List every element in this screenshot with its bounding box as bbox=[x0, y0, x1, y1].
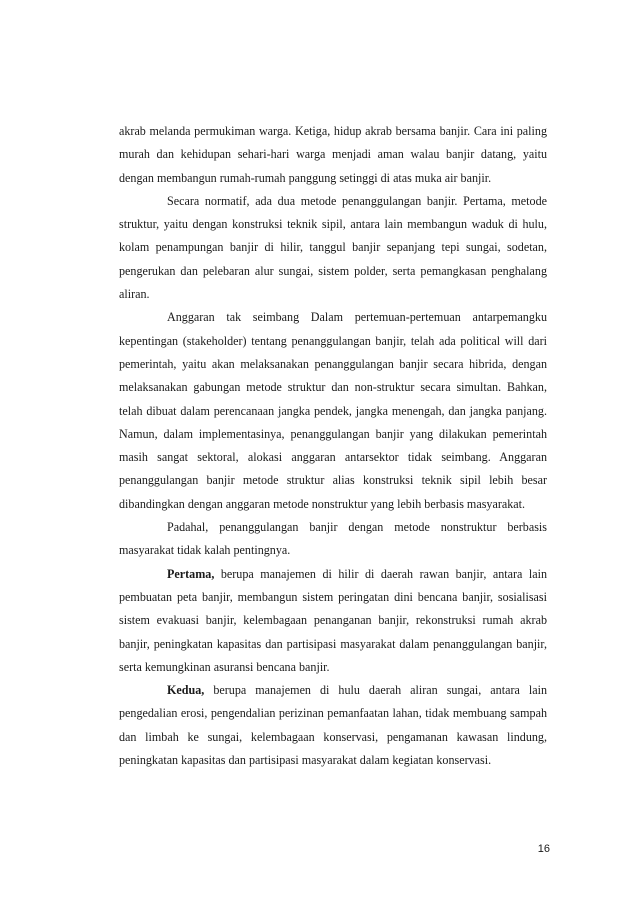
paragraph-padahal: Padahal, penanggulangan banjir dengan metode nonstruktur berbasis masyarakat tidak kalah pentingnya. bbox=[119, 520, 547, 558]
paragraph-pertama-text: berupa manajemen di hilir di daerah rawan banjir, antara lain pembuatan peta banjir, membangun sistem peringatan dini bencana banjir, sosialisasi sistem evakuasi banjir, kelembagaan penanganan banjir, rekonstruksi rumah akrab banjir, peningkatan kapasitas dan partisipasi masyarakat dalam penanggulangan banjir, serta kemungkinan asuransi bencana banjir. bbox=[119, 566, 547, 674]
page-number: 16 bbox=[537, 843, 550, 855]
paragraph-pertama bbox=[119, 563, 547, 679]
paragraph-anggaran: Anggaran tak seimbang Dalam pertemuan-pertemuan antarpemangku kepentingan (stakeholder) tentang penanggulangan banjir, telah ada political will dari pemerintah, yaitu akan melaksanakan penanggulangan banjir secara hibrida, dengan melaksanakan gabungan metode struktur dan non-struktur secara simultan. Bahkan, telah dibuat dalam perencanaan jangka pendek, jangka menengah, dan jangka panjang. Namun, dalam implementasinya, penanggulangan banjir yang dilakukan pemerintah masih sangat sektoral, alokasi anggaran antarsektor tidak seimbang. Anggaran penanggulangan banjir metode struktur alias konstruksi teknik sipil lebih besar dibandingkan dengan anggaran metode nonstruktur yang lebih berbasis masyarakat. bbox=[119, 310, 547, 511]
body-text bbox=[119, 120, 547, 772]
paragraph-kedua-text: berupa manajemen di hulu daerah aliran sungai, antara lain pengedalian erosi, pengendalian perizinan pemanfaatan lahan, tidak membuang sampah dan limbah ke sungai, kelembagaan konservasi, pengamanan kawasan lindung, peningkatan kapasitas dan partisipasi masyarakat dalam kegiatan konservasi. bbox=[119, 683, 547, 768]
paragraph-normatif: Secara normatif, ada dua metode penanggulangan banjir. Pertama, metode struktur, yaitu dengan konstruksi teknik sipil, antara lain membangun waduk di hulu, kolam penampungan banjir di hilir, tanggul banjir sepanjang tepi sungai, sodetan, pengerukan dan pelebaran alur sungai, sistem polder, serta pemangkasan penghalang aliran. bbox=[119, 193, 547, 302]
paragraph-kedua-lead: Kedua, bbox=[167, 683, 205, 698]
paragraph-continuation: akrab melanda permukiman warga. Ketiga, hidup akrab bersama banjir. Cara ini paling murah dan kehidupan sehari-hari warga menjadi aman walau banjir datang, yaitu dengan membangun rumah-rumah panggung setinggi di atas muka air banjir. bbox=[119, 124, 547, 185]
paragraph-kedua bbox=[119, 679, 547, 772]
paragraph-pertama-lead: Pertama, bbox=[167, 566, 215, 581]
